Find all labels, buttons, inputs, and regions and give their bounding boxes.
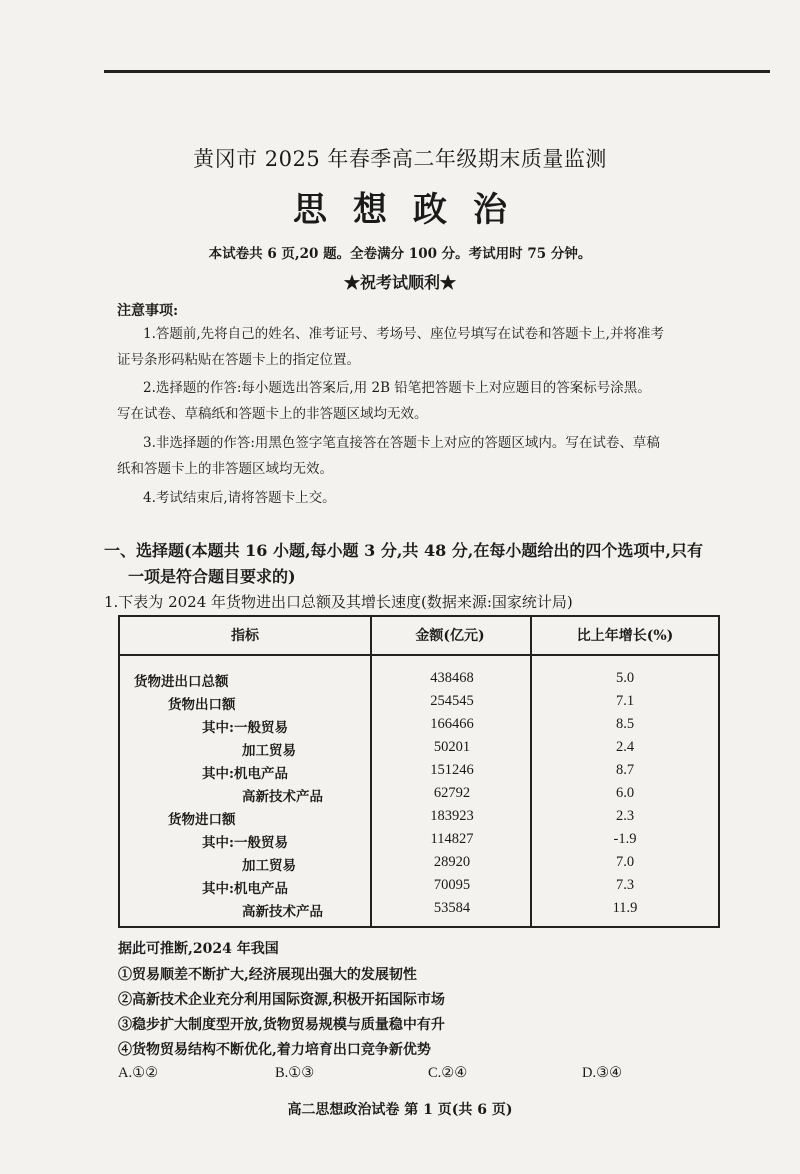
table-row bbox=[120, 693, 720, 716]
notice-item-4 bbox=[117, 485, 737, 511]
row-label: 加工贸易 bbox=[242, 858, 296, 874]
choice-c: C.②④ bbox=[428, 1065, 468, 1081]
statement-1: ①贸易顺差不断扩大,经济展现出强大的发展韧性 bbox=[118, 967, 417, 983]
notice-text: 3.非选择题的作答:用黑色签字笔直接答在答题卡上对应的答题区域内。写在试卷、草稿 bbox=[143, 435, 660, 451]
row-growth: 6.0 bbox=[615, 785, 635, 801]
notice-item-3 bbox=[117, 430, 737, 482]
row-label: 货物出口额 bbox=[168, 697, 236, 713]
row-label: 其中:机电产品 bbox=[202, 881, 288, 897]
row-amount: 50201 bbox=[433, 739, 471, 755]
question-1-stem: 1.下表为 2024 年货物进出口总额及其增长速度(数据来源:国家统计局) bbox=[104, 593, 573, 611]
inference-prompt: 据此可推断,2024 年我国 bbox=[118, 941, 279, 957]
row-amount: 166466 bbox=[430, 716, 474, 732]
table-row bbox=[120, 900, 720, 923]
row-growth: 7.1 bbox=[615, 693, 635, 709]
row-label: 高新技术产品 bbox=[242, 904, 323, 920]
notice-text: 4.考试结束后,请将答题卡上交。 bbox=[143, 490, 336, 506]
notice-item-2 bbox=[117, 375, 737, 427]
row-label: 货物进口额 bbox=[168, 812, 236, 828]
row-growth: 8.5 bbox=[615, 716, 635, 732]
row-amount: 254545 bbox=[430, 693, 474, 709]
exam-info: 本试卷共 6 页,20 题。全卷满分 100 分。考试用时 75 分钟。 bbox=[208, 246, 592, 262]
row-label: 加工贸易 bbox=[242, 743, 296, 759]
section-line: 一项是符合题目要求的) bbox=[128, 567, 296, 586]
table-header-indicator: 指标 bbox=[231, 628, 259, 644]
table-row bbox=[120, 762, 720, 785]
table-header-rule bbox=[120, 654, 718, 656]
notice-text: 写在试卷、草稿纸和答题卡上的非答题区域均无效。 bbox=[117, 406, 428, 422]
notice-text: 1.答题前,先将自己的姓名、准考证号、考场号、座位号填写在试卷和答题卡上,并将准考 bbox=[143, 326, 664, 342]
notice-item-1 bbox=[117, 321, 737, 373]
notice-text: 纸和答题卡上的非答题区域均无效。 bbox=[117, 461, 333, 477]
row-amount: 70095 bbox=[433, 877, 471, 893]
row-growth: 8.7 bbox=[615, 762, 635, 778]
table-row bbox=[120, 831, 720, 854]
good-luck-banner: ★祝考试顺利★ bbox=[343, 273, 456, 292]
notice-text: 2.选择题的作答:每小题选出答案后,用 2B 铅笔把答题卡上对应题目的答案标号涂黑。 bbox=[143, 380, 651, 396]
row-growth: -1.9 bbox=[613, 831, 637, 847]
subject-title: 思想政治 bbox=[293, 190, 533, 230]
trade-table bbox=[118, 615, 720, 928]
row-amount: 438468 bbox=[430, 670, 474, 686]
statement-3: ③稳步扩大制度型开放,货物贸易规模与质量稳中有升 bbox=[118, 1017, 445, 1033]
row-growth: 2.4 bbox=[615, 739, 635, 755]
row-growth: 5.0 bbox=[615, 670, 635, 686]
table-row bbox=[120, 854, 720, 877]
section-heading bbox=[104, 538, 744, 590]
row-amount: 114827 bbox=[430, 831, 474, 847]
choice-b: B.①③ bbox=[275, 1065, 315, 1081]
row-growth: 11.9 bbox=[612, 900, 638, 916]
statement-4: ④货物贸易结构不断优化,着力培育出口竞争新优势 bbox=[118, 1042, 431, 1058]
row-amount: 62792 bbox=[433, 785, 471, 801]
row-amount: 183923 bbox=[430, 808, 474, 824]
row-growth: 7.0 bbox=[615, 854, 635, 870]
table-row bbox=[120, 808, 720, 831]
row-amount: 151246 bbox=[430, 762, 474, 778]
choice-d: D.③④ bbox=[582, 1065, 623, 1081]
table-row bbox=[120, 785, 720, 808]
row-label: 其中:一般贸易 bbox=[202, 835, 288, 851]
table-header-amount: 金额(亿元) bbox=[415, 628, 485, 644]
notice-heading: 注意事项: bbox=[117, 303, 179, 319]
row-amount: 28920 bbox=[433, 854, 471, 870]
table-header-growth: 比上年增长(%) bbox=[576, 628, 674, 644]
choice-a: A.①② bbox=[118, 1065, 159, 1081]
statement-2: ②高新技术企业充分利用国际资源,积极开拓国际市场 bbox=[118, 992, 445, 1008]
table-row bbox=[120, 716, 720, 739]
row-label: 高新技术产品 bbox=[242, 789, 323, 805]
row-label: 其中:一般贸易 bbox=[202, 720, 288, 736]
row-label: 货物进出口总额 bbox=[134, 674, 229, 690]
top-divider bbox=[104, 70, 770, 73]
exam-title: 黄冈市 2025 年春季高二年级期末质量监测 bbox=[193, 147, 607, 171]
table-row bbox=[120, 739, 720, 762]
row-growth: 7.3 bbox=[615, 877, 635, 893]
table-row bbox=[120, 877, 720, 900]
page-footer: 高二思想政治试卷 第 1 页(共 6 页) bbox=[287, 1102, 513, 1118]
section-line: 一、选择题(本题共 16 小题,每小题 3 分,共 48 分,在每小题给出的四个选项中,只有 bbox=[104, 541, 703, 560]
table-row bbox=[120, 670, 720, 693]
row-amount: 53584 bbox=[433, 900, 471, 916]
row-growth: 2.3 bbox=[615, 808, 635, 824]
row-label: 其中:机电产品 bbox=[202, 766, 288, 782]
notice-text: 证号条形码粘贴在答题卡上的指定位置。 bbox=[117, 352, 360, 368]
